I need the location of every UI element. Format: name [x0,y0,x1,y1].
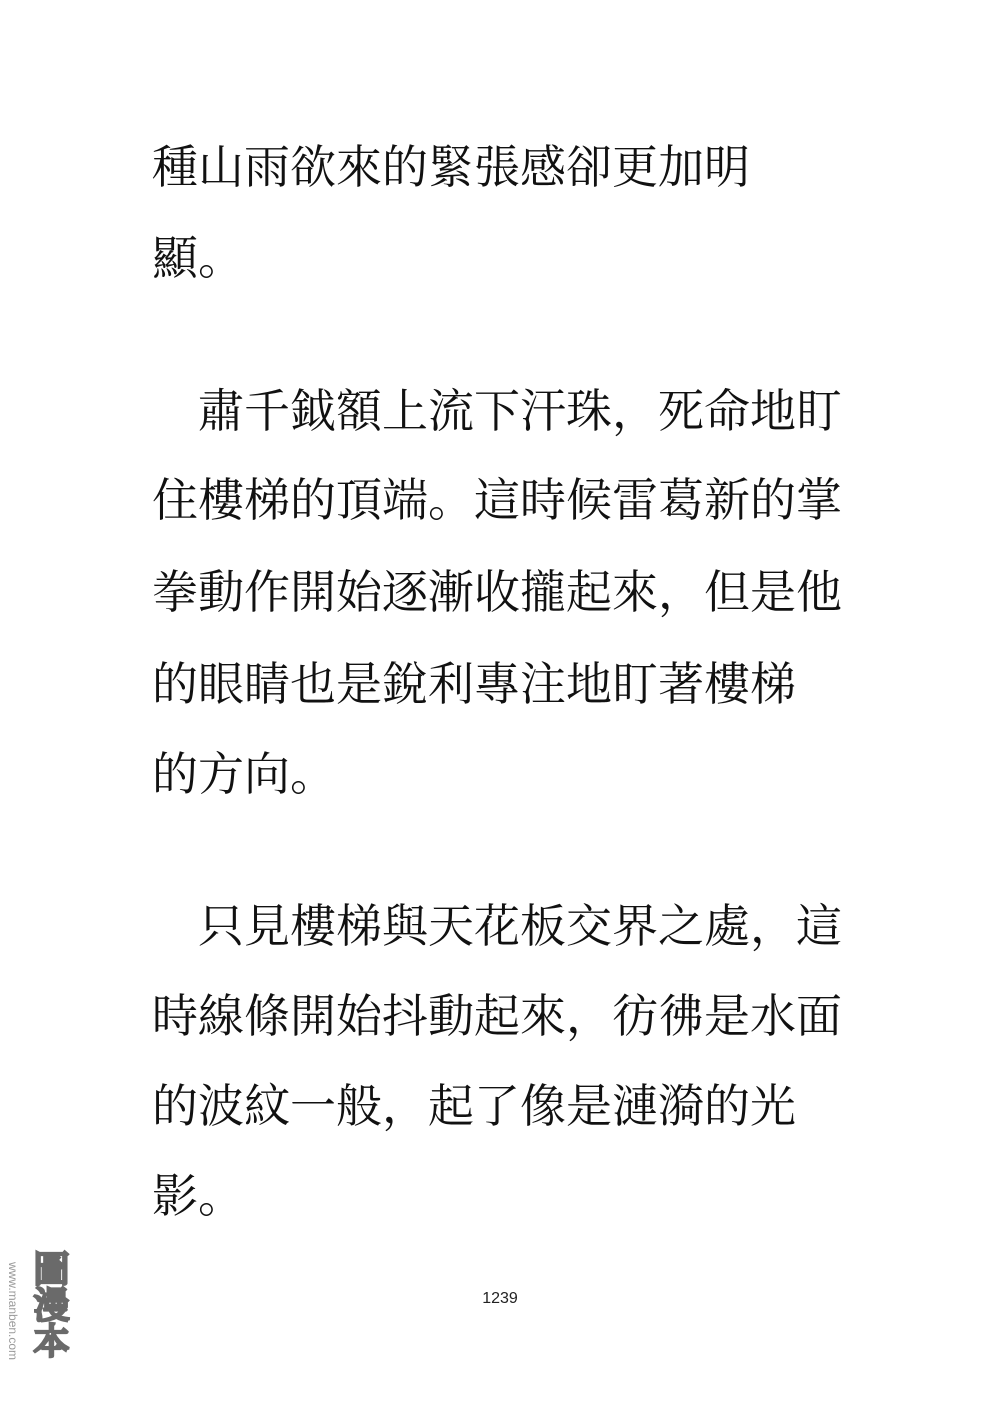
text-line: 拳動作開始逐漸收攏起來，但是他 [152,565,842,619]
text-line: 的方向。 [152,747,336,801]
page-number: 1239 [482,1290,518,1307]
text-line: 顯。 [152,231,244,285]
text-line: 肅千鉞額上流下汗珠，死命地盯 [152,384,842,438]
text-line: 的波紋一般，起了像是漣漪的光 [152,1079,796,1133]
text-line: 的眼睛也是銳利專注地盯著樓梯 [152,657,796,711]
watermark-url: www.manben.com [6,1262,20,1361]
text-line: 只見樓梯與天花板交界之處，這 [152,899,842,953]
text-line: 住樓梯的頂端。這時候雷葛新的掌 [152,473,842,527]
text-line: 種山雨欲來的緊張感卻更加明 [152,140,750,194]
text-line: 影。 [152,1169,244,1223]
watermark-logo: 圖漫本 [28,1250,69,1358]
text-line: 時線條開始抖動起來，彷彿是水面 [152,989,842,1043]
